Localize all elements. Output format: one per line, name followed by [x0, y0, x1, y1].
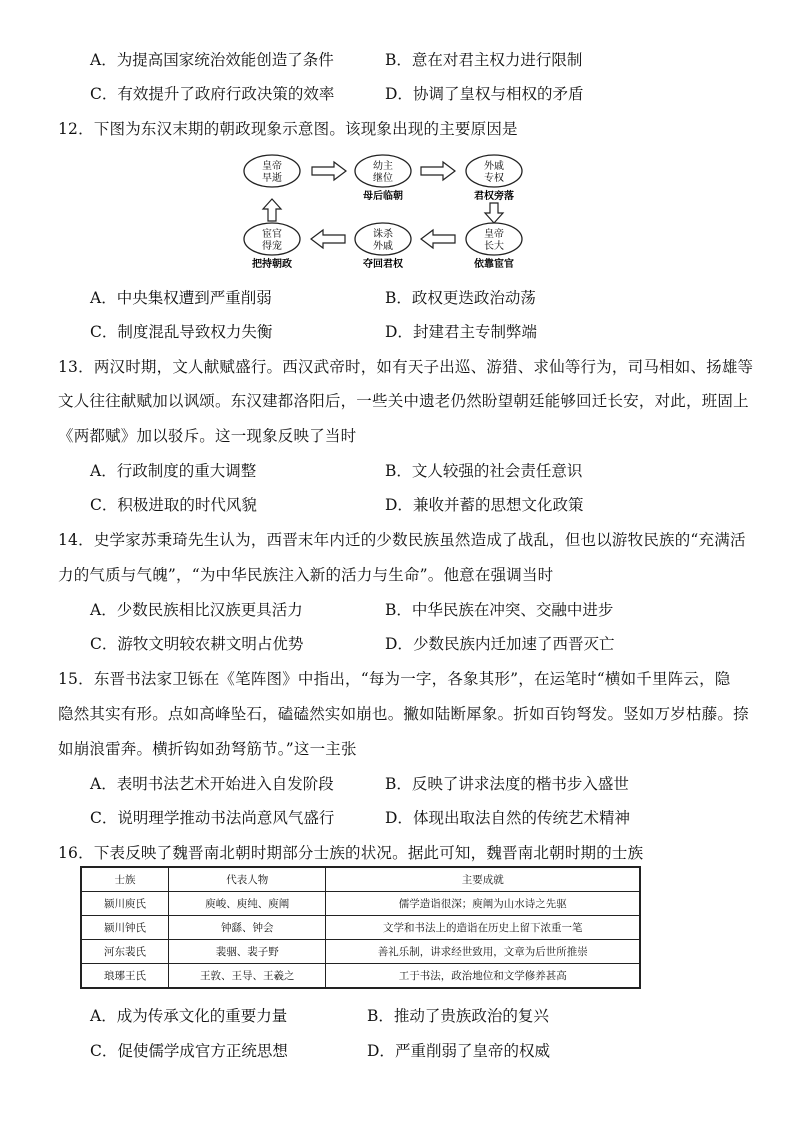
- q14-stem-line: 力的气质与气魄”，“为中华民族注入新的活力与生命”。他意在强调当时: [58, 566, 554, 584]
- q12-stem: 12．下图为东汉末期的朝政现象示意图。该现象出现的主要原因是: [58, 120, 518, 138]
- table-row: [81, 892, 640, 916]
- diagram-node-consort-clan: [466, 155, 522, 202]
- table-header-cell: 代表人物: [169, 867, 326, 892]
- diagram-node-emperor-grows: [466, 223, 522, 270]
- node-line: 早逝: [262, 173, 282, 184]
- q13-stem-line: 《两都赋》加以驳斥。这一现象反映了当时: [58, 427, 357, 445]
- q15-option-a: A．表明书法艺术开始进入自发阶段: [90, 775, 334, 793]
- q16-option-c: C．促使儒学成官方正统思想: [90, 1042, 288, 1060]
- table-row: [81, 940, 640, 964]
- diagram-node-child-ruler: [355, 155, 411, 202]
- q14-option-d: D．少数民族内迁加速了西晋灭亡: [385, 635, 615, 653]
- q16-option-b: B．推动了贵族政治的复兴: [367, 1007, 549, 1025]
- table-cell: 琅琊王氏: [81, 964, 169, 989]
- q14-option-a: A．少数民族相比汉族更具活力: [90, 601, 303, 619]
- node-line: 继位: [373, 173, 393, 184]
- q16-option-d: D．严重削弱了皇帝的权威: [367, 1042, 550, 1060]
- q13-option-d: D．兼收并蓄的思想文化政策: [385, 496, 584, 514]
- q12-option-d: D．封建君主专制弊端: [385, 323, 537, 341]
- q16-option-a: A．成为传承文化的重要力量: [90, 1007, 288, 1025]
- node-line: 皇帝: [262, 161, 282, 172]
- arrow-right-icon: [312, 162, 346, 180]
- node-line: 专权: [484, 173, 504, 184]
- q12-flow-diagram: [240, 153, 530, 273]
- node-line: 得宠: [262, 241, 282, 252]
- node-line: 外戚: [373, 241, 393, 252]
- arrow-down-icon: [485, 203, 503, 223]
- table-cell: 王敦、王导、王羲之: [169, 964, 326, 989]
- q15-stem-line: 如崩浪雷奔。横折钩如劲弩筋节。”这一主张: [58, 740, 357, 758]
- q12-option-b: B．政权更迭政治动荡: [385, 289, 536, 307]
- arrow-left-icon: [311, 230, 345, 248]
- q13-stem-line: 13．两汉时期，文人献赋盛行。西汉武帝时，如有天子出巡、游猎、求仙等行为，司马相如、扬雄等: [58, 358, 754, 376]
- q14-stem-line: 14．史学家苏秉琦先生认为，西晋末年内迁的少数民族虽然造成了战乱，但也以游牧民族的“充满活: [58, 531, 746, 549]
- q11-option-c: C．有效提升了政府行政决策的效率: [90, 85, 335, 103]
- node-caption: 夺回君权: [363, 259, 403, 270]
- arrow-left-icon: [421, 230, 455, 248]
- table-header-row: [81, 867, 640, 892]
- q15-stem-line: 隐然其实有形。点如高峰坠石，磕磕然实如崩也。撇如陆断犀象。折如百钧弩发。竖如万岁枯藤。捺: [58, 705, 749, 723]
- clan-table: [80, 866, 641, 989]
- q12-option-c: C．制度混乱导致权力失衡: [90, 323, 273, 341]
- arrow-right-icon: [421, 162, 455, 180]
- node-caption: 依靠宦官: [474, 259, 514, 270]
- table-cell: 钟繇、钟会: [169, 916, 326, 940]
- table-cell: 颍川庾氏: [81, 892, 169, 916]
- diagram-node-kill-consorts: [355, 223, 411, 270]
- table-cell: 工于书法，政治地位和文学修养甚高: [326, 964, 640, 989]
- q13-stem-line: 文人往往献赋加以讽颂。东汉建都洛阳后，一些关中遗老仍然盼望朝廷能够回迁长安，对此，班固上: [58, 392, 749, 410]
- table-cell: 文学和书法上的造诣在历史上留下浓重一笔: [326, 916, 640, 940]
- q15-option-b: B．反映了讲求法度的楷书步入盛世: [385, 775, 629, 793]
- node-line: 宦官: [262, 229, 282, 240]
- table-row: [81, 964, 640, 989]
- node-line: 诛杀: [373, 229, 393, 240]
- node-line: 长大: [484, 241, 504, 252]
- node-caption: 把持朝政: [252, 259, 292, 270]
- node-line: 皇帝: [484, 229, 504, 240]
- table-row: [81, 916, 640, 940]
- node-caption: 母后临朝: [363, 191, 403, 202]
- table-cell: 儒学造诣很深；庾阐为山水诗之先驱: [326, 892, 640, 916]
- q16-stem: 16．下表反映了魏晋南北朝时期部分士族的状况。据此可知，魏晋南北朝时期的士族: [58, 844, 644, 862]
- table-header-cell: 主要成就: [326, 867, 640, 892]
- q11-option-b: B．意在对君主权力进行限制: [385, 51, 583, 69]
- diagram-node-emperor-dies: [244, 155, 300, 187]
- q13-option-c: C．积极进取的时代风貌: [90, 496, 257, 514]
- q11-option-a: A．为提高国家统治效能创造了条件: [90, 51, 334, 69]
- node-line: 幼主: [373, 161, 393, 172]
- node-line: 外戚: [484, 161, 504, 172]
- q15-option-d: D．体现出取法自然的传统艺术精神: [385, 809, 630, 827]
- table-cell: 颍川钟氏: [81, 916, 169, 940]
- node-caption: 君权旁落: [474, 191, 514, 202]
- q14-option-c: C．游牧文明较农耕文明占优势: [90, 635, 304, 653]
- arrow-up-icon: [263, 199, 281, 221]
- diagram-node-eunuchs-favored: [244, 223, 300, 270]
- q13-option-b: B．文人较强的社会责任意识: [385, 462, 583, 480]
- q11-option-d: D．协调了皇权与相权的矛盾: [385, 85, 584, 103]
- q15-option-c: C．说明理学推动书法尚意风气盛行: [90, 809, 335, 827]
- q15-stem-line: 15．东晋书法家卫铄在《笔阵图》中指出，“每为一字，各象其形”，在运笔时“横如千里阵云，隐: [58, 670, 731, 688]
- table-cell: 河东裴氏: [81, 940, 169, 964]
- table-cell: 善礼乐制，讲求经世致用，文章为后世所推崇: [326, 940, 640, 964]
- table-cell: 庾峻、庾纯、庾阐: [169, 892, 326, 916]
- q12-option-a: A．中央集权遭到严重削弱: [90, 289, 272, 307]
- table-header-cell: 士族: [81, 867, 169, 892]
- q14-option-b: B．中华民族在冲突、交融中进步: [385, 601, 614, 619]
- table-cell: 裴骃、裴子野: [169, 940, 326, 964]
- q13-option-a: A．行政制度的重大调整: [90, 462, 257, 480]
